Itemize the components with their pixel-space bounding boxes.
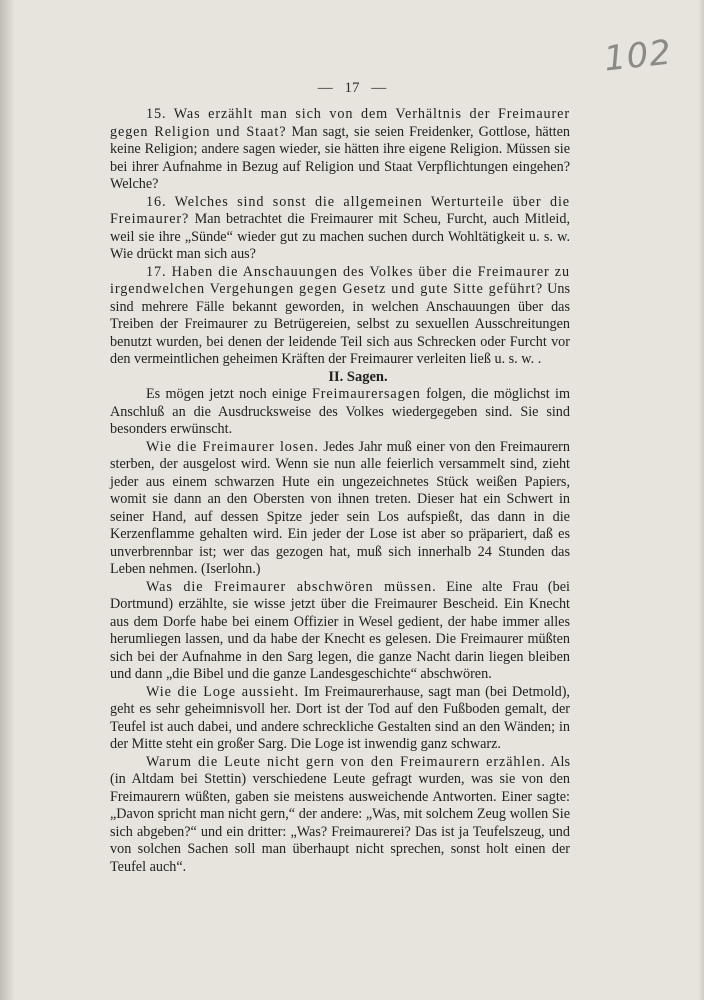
question-17-text: Uns sind mehrere Fälle bekannt geworden, in welchen Anschauungen über das Treiben der Freimaurer zu Betrügereien, selbst zu sexuellen Ausschreitungen benutzt wurden, bei denen der leidende Teil sich aus Schrecken oder Furcht vor den vermeintlichen geheimen Kräften der Freimaurer verleiten ließ u. s. w. . [110,281,570,367]
legend-losen-title: Wie die Freimaurer losen. [146,438,319,455]
question-15 [110,106,570,194]
question-17-lead: 17. Haben die Anschauungen des Volkes über die Freimaurer zu irgendwelchen Vergehungen gegen Gesetz und gute Sitte geführt? [110,263,570,297]
legend-abschwoeren [110,579,570,684]
intro-text-a: Es mögen jetzt noch einige [146,386,312,402]
legend-erzaehlen [110,754,570,877]
legend-losen-text: Jedes Jahr muß einer von den Freimaurern sterben, der ausgelost wird. Wenn sie nun alle feierlich versammelt sind, zieht jeder aus einem schwarzen Hute ein ungezeichnetes Stück weißen Papiers, womit sie dann an den Obersten von ihnen treten. Dieser hat ein Schwert in seiner Hand, auf dessen Spitze jeder sein Los aufspießt, das dann in die Kerzenflamme gehalten wird. Ein jeder der Lose ist aber so präpariert, daß es unverbrennbar ist; wer das gezogen hat, muß sich innerhalb 24 Stunden das Leben nehmen. (Iserlohn.) [110,438,570,577]
question-15-text: Man sagt, sie seien Freidenker, Gottlose, hätten keine Religion; andere sagen wieder, sie hätten ihre eigene Religion. Müssen sie bei ihrer Aufnahme in Bezug auf Religion und Staat Verpflichtungen eingehen? Welche? [110,123,570,192]
body-text [110,106,570,876]
intro-text-b: folgen, die möglichst im Anschluß an die Ausdrucksweise des Volkes wiedergegeben sind. Sie sind besonders erwünscht. [110,386,571,437]
handwritten-folio-number: 102 [602,32,674,80]
question-16-text: Man betrachtet die Freimaurer mit Scheu, Furcht, auch Mitleid, weil sie ihre „Sünde“ wieder gut zu machen suchen durch Wohltätigkeit u. s. w. Wie drückt man sich aus? [110,211,570,262]
question-16-lead: 16. Welches sind sonst die allgemeinen Werturteile über die Freimaurer? [110,193,570,227]
page-number: — 17 — [317,80,387,96]
question-17 [110,264,570,369]
legend-abschwoeren-text: Eine alte Frau (bei Dortmund) erzählte, sie wisse jetzt über die Freimaurer Bescheid. Ein Knecht aus dem Dorfe habe bei einem Offizier in Wesel gedient, der habe immer alles herumliegen lassen, und da habe der Knecht es gelesen. Die Freimaurer müßten sich bei der Aufnahme in den Sarg legen, die ganze Nacht darin liegen bleiben und dann „die Bibel und die ganze Landesgeschichte“ abschwören. [110,578,570,682]
section-intro [110,386,570,439]
page-edge [698,0,704,1000]
legend-erzaehlen-text: Als (in Altdam bei Stettin) verschiedene Leute gefragt wurden, was sie von den Freimaurern wüßten, gaben sie meistens ausweichende Antworten. Einer sagte: „Davon spricht man nicht gern,“ der andere: „Was, mit solchem Zeug wollen Sie sich abgeben?“ und ein dritter: „Was? Freimaurerei? Das ist ja Teufelszeug, und von solchen Sachen soll man überhaupt nicht sprechen, sonst holt einen der Teufel auch“. [110,753,570,875]
legend-loge-text: Im Freimaurerhause, sagt man (bei Detmold), geht es sehr geheimnisvoll her. Dort ist der Tod auf den Fußboden gemalt, der Teufel ist auch dabei, und andere schreckliche Gestalten sind an den Wänden; in der Mitte steht ein großer Sarg. Die Loge ist inwendig ganz schwarz. [110,683,570,752]
question-15-lead: 15. Was erzählt man sich von dem Verhältnis der Freimaurer gegen Religion und Staat? [110,106,570,140]
section-heading: II. Sagen. [328,368,388,385]
legend-loge [110,684,570,754]
question-16 [110,194,570,264]
legend-abschwoeren-title: Was die Freimaurer abschwören müssen. [146,578,437,595]
legend-loge-title: Wie die Loge aussieht. [146,683,300,700]
binding-shadow [0,0,14,1000]
intro-spaced-term: Freimaurersagen [311,386,421,402]
legend-losen [110,439,570,579]
legend-erzaehlen-title: Warum die Leute nicht gern von den Freimaurern erzählen. [146,753,546,770]
